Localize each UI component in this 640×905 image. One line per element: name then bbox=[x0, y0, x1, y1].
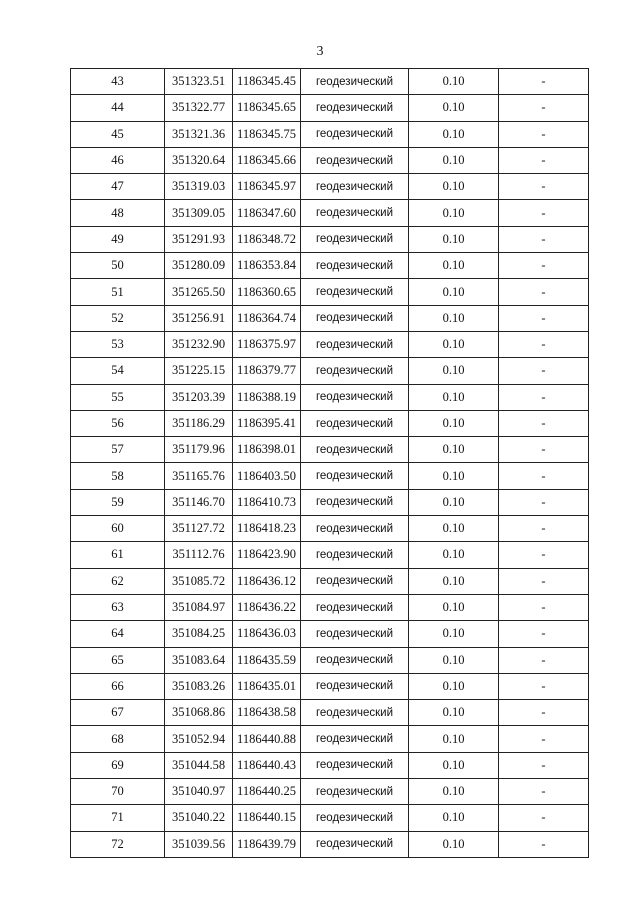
table-row bbox=[71, 147, 589, 173]
method-cell: геодезический bbox=[301, 594, 409, 620]
note-cell: - bbox=[499, 489, 589, 515]
x-coordinate-cell: 351052.94 bbox=[165, 726, 233, 752]
method-cell: геодезический bbox=[301, 621, 409, 647]
table-row bbox=[71, 95, 589, 121]
y-coordinate-cell: 1186345.45 bbox=[233, 69, 301, 95]
note-cell: - bbox=[499, 69, 589, 95]
method-cell: геодезический bbox=[301, 700, 409, 726]
note-cell: - bbox=[499, 647, 589, 673]
table-row bbox=[71, 752, 589, 778]
note-cell: - bbox=[499, 673, 589, 699]
y-coordinate-cell: 1186436.22 bbox=[233, 594, 301, 620]
point-number-cell: 67 bbox=[71, 700, 165, 726]
y-coordinate-cell: 1186436.12 bbox=[233, 568, 301, 594]
accuracy-cell: 0.10 bbox=[409, 69, 499, 95]
table-row bbox=[71, 384, 589, 410]
table-row bbox=[71, 779, 589, 805]
accuracy-cell: 0.10 bbox=[409, 437, 499, 463]
accuracy-cell: 0.10 bbox=[409, 200, 499, 226]
method-cell: геодезический bbox=[301, 726, 409, 752]
note-cell: - bbox=[499, 331, 589, 357]
method-cell: геодезический bbox=[301, 200, 409, 226]
x-coordinate-cell: 351068.86 bbox=[165, 700, 233, 726]
point-number-cell: 47 bbox=[71, 174, 165, 200]
accuracy-cell: 0.10 bbox=[409, 489, 499, 515]
x-coordinate-cell: 351323.51 bbox=[165, 69, 233, 95]
x-coordinate-cell: 351203.39 bbox=[165, 384, 233, 410]
method-cell: геодезический bbox=[301, 831, 409, 857]
method-cell: геодезический bbox=[301, 516, 409, 542]
coordinates-table-body bbox=[71, 69, 589, 858]
note-cell: - bbox=[499, 700, 589, 726]
y-coordinate-cell: 1186440.25 bbox=[233, 779, 301, 805]
accuracy-cell: 0.10 bbox=[409, 779, 499, 805]
point-number-cell: 65 bbox=[71, 647, 165, 673]
accuracy-cell: 0.10 bbox=[409, 253, 499, 279]
table-row bbox=[71, 410, 589, 436]
x-coordinate-cell: 351321.36 bbox=[165, 121, 233, 147]
point-number-cell: 51 bbox=[71, 279, 165, 305]
x-coordinate-cell: 351040.97 bbox=[165, 779, 233, 805]
x-coordinate-cell: 351256.91 bbox=[165, 305, 233, 331]
y-coordinate-cell: 1186353.84 bbox=[233, 253, 301, 279]
y-coordinate-cell: 1186347.60 bbox=[233, 200, 301, 226]
accuracy-cell: 0.10 bbox=[409, 726, 499, 752]
method-cell: геодезический bbox=[301, 147, 409, 173]
x-coordinate-cell: 351084.97 bbox=[165, 594, 233, 620]
method-cell: геодезический bbox=[301, 463, 409, 489]
y-coordinate-cell: 1186438.58 bbox=[233, 700, 301, 726]
x-coordinate-cell: 351225.15 bbox=[165, 358, 233, 384]
point-number-cell: 50 bbox=[71, 253, 165, 279]
accuracy-cell: 0.10 bbox=[409, 95, 499, 121]
x-coordinate-cell: 351165.76 bbox=[165, 463, 233, 489]
accuracy-cell: 0.10 bbox=[409, 226, 499, 252]
note-cell: - bbox=[499, 121, 589, 147]
note-cell: - bbox=[499, 831, 589, 857]
y-coordinate-cell: 1186395.41 bbox=[233, 410, 301, 436]
x-coordinate-cell: 351146.70 bbox=[165, 489, 233, 515]
table-row bbox=[71, 516, 589, 542]
y-coordinate-cell: 1186440.43 bbox=[233, 752, 301, 778]
accuracy-cell: 0.10 bbox=[409, 463, 499, 489]
table-row bbox=[71, 621, 589, 647]
table-row bbox=[71, 279, 589, 305]
point-number-cell: 53 bbox=[71, 331, 165, 357]
point-number-cell: 49 bbox=[71, 226, 165, 252]
table-row bbox=[71, 805, 589, 831]
note-cell: - bbox=[499, 726, 589, 752]
point-number-cell: 44 bbox=[71, 95, 165, 121]
accuracy-cell: 0.10 bbox=[409, 410, 499, 436]
y-coordinate-cell: 1186398.01 bbox=[233, 437, 301, 463]
y-coordinate-cell: 1186410.73 bbox=[233, 489, 301, 515]
point-number-cell: 69 bbox=[71, 752, 165, 778]
note-cell: - bbox=[499, 805, 589, 831]
page-number: 3 bbox=[316, 44, 324, 59]
accuracy-cell: 0.10 bbox=[409, 752, 499, 778]
method-cell: геодезический bbox=[301, 647, 409, 673]
method-cell: геодезический bbox=[301, 568, 409, 594]
x-coordinate-cell: 351127.72 bbox=[165, 516, 233, 542]
y-coordinate-cell: 1186379.77 bbox=[233, 358, 301, 384]
note-cell: - bbox=[499, 568, 589, 594]
y-coordinate-cell: 1186360.65 bbox=[233, 279, 301, 305]
accuracy-cell: 0.10 bbox=[409, 331, 499, 357]
method-cell: геодезический bbox=[301, 752, 409, 778]
method-cell: геодезический bbox=[301, 305, 409, 331]
method-cell: геодезический bbox=[301, 331, 409, 357]
accuracy-cell: 0.10 bbox=[409, 121, 499, 147]
x-coordinate-cell: 351265.50 bbox=[165, 279, 233, 305]
method-cell: геодезический bbox=[301, 121, 409, 147]
note-cell: - bbox=[499, 594, 589, 620]
point-number-cell: 61 bbox=[71, 542, 165, 568]
accuracy-cell: 0.10 bbox=[409, 384, 499, 410]
y-coordinate-cell: 1186439.79 bbox=[233, 831, 301, 857]
point-number-cell: 48 bbox=[71, 200, 165, 226]
y-coordinate-cell: 1186375.97 bbox=[233, 331, 301, 357]
point-number-cell: 71 bbox=[71, 805, 165, 831]
method-cell: геодезический bbox=[301, 174, 409, 200]
table-row bbox=[71, 647, 589, 673]
y-coordinate-cell: 1186436.03 bbox=[233, 621, 301, 647]
accuracy-cell: 0.10 bbox=[409, 805, 499, 831]
point-number-cell: 62 bbox=[71, 568, 165, 594]
table-row bbox=[71, 174, 589, 200]
note-cell: - bbox=[499, 384, 589, 410]
table-row bbox=[71, 121, 589, 147]
table-row bbox=[71, 594, 589, 620]
point-number-cell: 64 bbox=[71, 621, 165, 647]
table-row bbox=[71, 200, 589, 226]
accuracy-cell: 0.10 bbox=[409, 147, 499, 173]
method-cell: геодезический bbox=[301, 542, 409, 568]
table-row bbox=[71, 542, 589, 568]
note-cell: - bbox=[499, 358, 589, 384]
y-coordinate-cell: 1186435.01 bbox=[233, 673, 301, 699]
accuracy-cell: 0.10 bbox=[409, 647, 499, 673]
table-row bbox=[71, 700, 589, 726]
note-cell: - bbox=[499, 542, 589, 568]
accuracy-cell: 0.10 bbox=[409, 594, 499, 620]
x-coordinate-cell: 351083.64 bbox=[165, 647, 233, 673]
method-cell: геодезический bbox=[301, 279, 409, 305]
accuracy-cell: 0.10 bbox=[409, 673, 499, 699]
accuracy-cell: 0.10 bbox=[409, 700, 499, 726]
x-coordinate-cell: 351040.22 bbox=[165, 805, 233, 831]
table-row bbox=[71, 226, 589, 252]
y-coordinate-cell: 1186345.75 bbox=[233, 121, 301, 147]
method-cell: геодезический bbox=[301, 384, 409, 410]
x-coordinate-cell: 351320.64 bbox=[165, 147, 233, 173]
x-coordinate-cell: 351044.58 bbox=[165, 752, 233, 778]
note-cell: - bbox=[499, 174, 589, 200]
accuracy-cell: 0.10 bbox=[409, 621, 499, 647]
note-cell: - bbox=[499, 752, 589, 778]
note-cell: - bbox=[499, 410, 589, 436]
y-coordinate-cell: 1186403.50 bbox=[233, 463, 301, 489]
y-coordinate-cell: 1186435.59 bbox=[233, 647, 301, 673]
y-coordinate-cell: 1186440.88 bbox=[233, 726, 301, 752]
method-cell: геодезический bbox=[301, 805, 409, 831]
point-number-cell: 56 bbox=[71, 410, 165, 436]
method-cell: геодезический bbox=[301, 437, 409, 463]
method-cell: геодезический bbox=[301, 226, 409, 252]
method-cell: геодезический bbox=[301, 410, 409, 436]
accuracy-cell: 0.10 bbox=[409, 358, 499, 384]
point-number-cell: 57 bbox=[71, 437, 165, 463]
point-number-cell: 45 bbox=[71, 121, 165, 147]
method-cell: геодезический bbox=[301, 358, 409, 384]
accuracy-cell: 0.10 bbox=[409, 568, 499, 594]
point-number-cell: 59 bbox=[71, 489, 165, 515]
x-coordinate-cell: 351039.56 bbox=[165, 831, 233, 857]
table-row bbox=[71, 463, 589, 489]
note-cell: - bbox=[499, 779, 589, 805]
point-number-cell: 58 bbox=[71, 463, 165, 489]
method-cell: геодезический bbox=[301, 253, 409, 279]
x-coordinate-cell: 351083.26 bbox=[165, 673, 233, 699]
y-coordinate-cell: 1186345.66 bbox=[233, 147, 301, 173]
y-coordinate-cell: 1186364.74 bbox=[233, 305, 301, 331]
accuracy-cell: 0.10 bbox=[409, 516, 499, 542]
table-row bbox=[71, 673, 589, 699]
note-cell: - bbox=[499, 147, 589, 173]
table-row bbox=[71, 358, 589, 384]
table-row bbox=[71, 331, 589, 357]
method-cell: геодезический bbox=[301, 673, 409, 699]
y-coordinate-cell: 1186388.19 bbox=[233, 384, 301, 410]
y-coordinate-cell: 1186348.72 bbox=[233, 226, 301, 252]
point-number-cell: 70 bbox=[71, 779, 165, 805]
x-coordinate-cell: 351322.77 bbox=[165, 95, 233, 121]
note-cell: - bbox=[499, 253, 589, 279]
y-coordinate-cell: 1186418.23 bbox=[233, 516, 301, 542]
accuracy-cell: 0.10 bbox=[409, 279, 499, 305]
x-coordinate-cell: 351186.29 bbox=[165, 410, 233, 436]
point-number-cell: 63 bbox=[71, 594, 165, 620]
method-cell: геодезический bbox=[301, 779, 409, 805]
point-number-cell: 54 bbox=[71, 358, 165, 384]
y-coordinate-cell: 1186345.97 bbox=[233, 174, 301, 200]
table-row bbox=[71, 69, 589, 95]
x-coordinate-cell: 351084.25 bbox=[165, 621, 233, 647]
note-cell: - bbox=[499, 200, 589, 226]
table-row bbox=[71, 831, 589, 857]
point-number-cell: 52 bbox=[71, 305, 165, 331]
y-coordinate-cell: 1186440.15 bbox=[233, 805, 301, 831]
note-cell: - bbox=[499, 226, 589, 252]
x-coordinate-cell: 351280.09 bbox=[165, 253, 233, 279]
x-coordinate-cell: 351085.72 bbox=[165, 568, 233, 594]
point-number-cell: 55 bbox=[71, 384, 165, 410]
note-cell: - bbox=[499, 279, 589, 305]
note-cell: - bbox=[499, 621, 589, 647]
note-cell: - bbox=[499, 463, 589, 489]
table-row bbox=[71, 489, 589, 515]
x-coordinate-cell: 351112.76 bbox=[165, 542, 233, 568]
accuracy-cell: 0.10 bbox=[409, 831, 499, 857]
table-row bbox=[71, 305, 589, 331]
point-number-cell: 68 bbox=[71, 726, 165, 752]
accuracy-cell: 0.10 bbox=[409, 542, 499, 568]
note-cell: - bbox=[499, 305, 589, 331]
point-number-cell: 66 bbox=[71, 673, 165, 699]
method-cell: геодезический bbox=[301, 69, 409, 95]
point-number-cell: 60 bbox=[71, 516, 165, 542]
point-number-cell: 46 bbox=[71, 147, 165, 173]
method-cell: геодезический bbox=[301, 95, 409, 121]
point-number-cell: 43 bbox=[71, 69, 165, 95]
table-row bbox=[71, 437, 589, 463]
coordinates-table bbox=[70, 68, 589, 858]
y-coordinate-cell: 1186423.90 bbox=[233, 542, 301, 568]
x-coordinate-cell: 351179.96 bbox=[165, 437, 233, 463]
accuracy-cell: 0.10 bbox=[409, 305, 499, 331]
x-coordinate-cell: 351309.05 bbox=[165, 200, 233, 226]
note-cell: - bbox=[499, 95, 589, 121]
y-coordinate-cell: 1186345.65 bbox=[233, 95, 301, 121]
method-cell: геодезический bbox=[301, 489, 409, 515]
table-row bbox=[71, 726, 589, 752]
accuracy-cell: 0.10 bbox=[409, 174, 499, 200]
x-coordinate-cell: 351319.03 bbox=[165, 174, 233, 200]
point-number-cell: 72 bbox=[71, 831, 165, 857]
note-cell: - bbox=[499, 516, 589, 542]
note-cell: - bbox=[499, 437, 589, 463]
x-coordinate-cell: 351291.93 bbox=[165, 226, 233, 252]
table-row bbox=[71, 568, 589, 594]
x-coordinate-cell: 351232.90 bbox=[165, 331, 233, 357]
table-row bbox=[71, 253, 589, 279]
